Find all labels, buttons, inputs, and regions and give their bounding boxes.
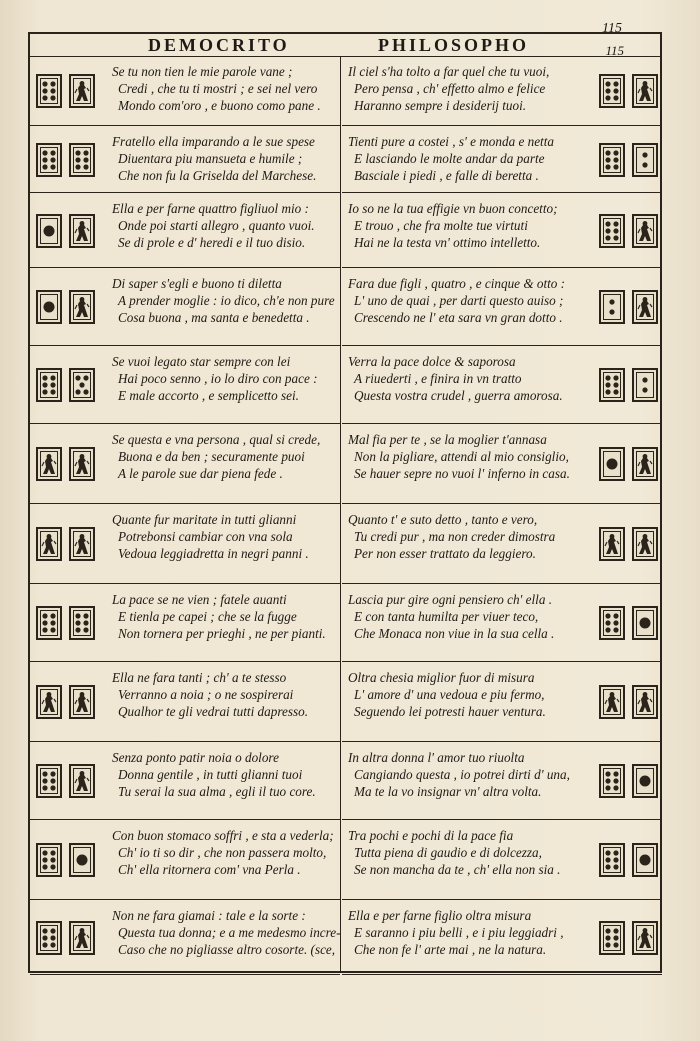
dice-pair — [36, 843, 95, 877]
pip-die-icon — [36, 290, 62, 324]
left-verse-row — [30, 193, 340, 268]
verse-tercet — [112, 827, 334, 878]
verse-line: Senza ponto patir noia o dolore — [112, 750, 279, 765]
pip-die-icon — [36, 921, 62, 955]
figure-die-icon — [69, 685, 95, 719]
verse-line: Di saper s'egli e buono ti diletta — [112, 276, 282, 291]
verse-line: Hai poco senno , io lo diro con pace : — [118, 371, 318, 386]
pip-die-icon — [69, 143, 95, 177]
verse-line: Ella e per farne figlio oltra misura — [348, 908, 532, 923]
right-verse-row — [342, 346, 662, 424]
figure-die-icon — [36, 447, 62, 481]
verse-line: A riuederti , e finira in vn tratto — [354, 371, 522, 386]
verse-line: Cangiando questa , io potrei dirti d' una, — [354, 767, 570, 782]
figure-die-icon — [36, 527, 62, 561]
left-verse-row — [30, 584, 340, 662]
pip-die-icon — [599, 74, 625, 108]
dice-pair — [599, 921, 658, 955]
figure-die-icon — [632, 447, 658, 481]
figure-die-icon — [69, 290, 95, 324]
verse-line: Crescendo ne l' eta sara vn gran dotto . — [354, 310, 563, 325]
dice-pair — [36, 606, 95, 640]
figure-die-icon — [69, 447, 95, 481]
verse-tercet — [112, 511, 309, 562]
dice-pair — [599, 214, 658, 248]
verse-line: Che Monaca non viue in la sua cella . — [354, 626, 555, 641]
verse-tercet — [112, 907, 341, 958]
left-verse-row — [30, 900, 340, 975]
verse-line: Che non fu la Griselda del Marchese. — [118, 168, 317, 183]
verse-tercet — [348, 591, 554, 642]
verse-tercet — [112, 275, 335, 326]
dice-pair — [36, 368, 95, 402]
verse-line: E con tanta humilta per viuer teco, — [354, 609, 539, 624]
pip-die-icon — [599, 921, 625, 955]
pip-die-icon — [632, 368, 658, 402]
row-rule — [30, 974, 340, 975]
verse-line: Ella ne fara tanti ; ch' a te stesso — [112, 670, 287, 685]
verse-line: Verra la pace dolce & saporosa — [348, 354, 516, 369]
verse-line: Fratello ella imparando a le sue spese — [112, 134, 315, 149]
right-verse-row — [342, 193, 662, 268]
verse-line: A le parole sue dar piena fede . — [118, 466, 283, 481]
verse-line: Per non esser trattato da leggiero. — [354, 546, 536, 561]
dice-pair — [599, 368, 658, 402]
dice-pair — [36, 214, 95, 248]
verse-line: L' uno de quai , per darti questo auiso ; — [354, 293, 564, 308]
figure-die-icon — [599, 527, 625, 561]
verse-line: Buona e da ben ; securamente puoi — [118, 449, 305, 464]
verse-line: Non ne fara giamai : tale e la sorte : — [112, 908, 306, 923]
verse-line: Tienti pure a costei , s' e monda e netta — [348, 134, 554, 149]
verse-line: Con buon stomaco soffri , e sta a vederla; — [112, 828, 334, 843]
verse-tercet — [348, 511, 555, 562]
verse-line: La pace se ne vien ; fatele auanti — [112, 592, 287, 607]
pip-die-icon — [69, 843, 95, 877]
verse-line: Tra pochi e pochi di la pace fia — [348, 828, 514, 843]
right-verse-row — [342, 900, 662, 975]
figure-die-icon — [632, 214, 658, 248]
figure-die-icon — [69, 921, 95, 955]
dice-pair — [599, 685, 658, 719]
verse-line: E male accorto , e semplicetto sei. — [118, 388, 299, 403]
verse-line: Il ciel s'ha tolto a far quel che tu vuoi, — [348, 64, 550, 79]
verse-line: E lasciando le molte andar da parte — [354, 151, 545, 166]
folio-number-secondary: 115 — [605, 43, 624, 58]
verse-line: E trouo , che fra molte tue virtuti — [354, 218, 528, 233]
verse-line: Ch' io ti so dir , che non passera molto, — [118, 845, 327, 860]
verse-line: Seguendo lei potresti hauer ventura. — [354, 704, 546, 719]
dice-pair — [599, 843, 658, 877]
figure-die-icon — [69, 74, 95, 108]
verse-tercet — [348, 63, 549, 114]
verse-tercet — [112, 353, 318, 404]
left-verse-row — [30, 504, 340, 584]
verse-line: Potrebonsi cambiar con vna sola — [118, 529, 293, 544]
figure-die-icon — [69, 764, 95, 798]
row-rule — [342, 974, 662, 975]
dice-pair — [36, 74, 95, 108]
verse-line: A prender moglie : io dico, ch'e non pure — [118, 293, 335, 308]
dice-pair — [36, 290, 95, 324]
figure-die-icon — [69, 527, 95, 561]
dice-pair — [36, 921, 95, 955]
verse-line: L' amore d' una vedoua e piu fermo, — [354, 687, 545, 702]
verse-line: Cosa buona , ma santa e benedetta . — [118, 310, 310, 325]
figure-die-icon — [632, 685, 658, 719]
pip-die-icon — [599, 606, 625, 640]
verse-line: Questa vostra crudel , guerra amorosa. — [354, 388, 563, 403]
verse-line: Se non mancha da te , ch' ella non sia . — [354, 862, 561, 877]
figure-die-icon — [36, 685, 62, 719]
verse-line: Se di prole e d' heredi e il tuo disio. — [118, 235, 306, 250]
verse-tercet — [348, 749, 570, 800]
left-verse-row — [30, 268, 340, 346]
pip-die-icon — [36, 143, 62, 177]
dice-pair — [36, 527, 95, 561]
verse-line: Ella e per farne quattro figliuol mio : — [112, 201, 309, 216]
column-divider — [340, 56, 341, 971]
verse-line: Tutta piena di gaudio e di dolcezza, — [354, 845, 542, 860]
verse-line: E saranno i piu belli , e i piu leggiadri , — [354, 925, 564, 940]
figure-die-icon — [632, 527, 658, 561]
verse-line: Se hauer sepre no vuoi l' inferno in casa. — [354, 466, 570, 481]
pip-die-icon — [36, 606, 62, 640]
right-verse-row — [342, 742, 662, 820]
verse-line: Verranno a noia ; o ne sospirerai — [118, 687, 294, 702]
verse-line: Fara due figli , quatro , e cinque & otto : — [348, 276, 566, 291]
pip-die-icon — [599, 143, 625, 177]
right-verse-row — [342, 424, 662, 504]
verse-line: Io so ne la tua effigie vn buon concetto; — [348, 201, 558, 216]
pip-die-icon — [69, 368, 95, 402]
verse-line: Tu credi pur , ma non creder dimostra — [354, 529, 556, 544]
left-verse-row — [30, 662, 340, 742]
verse-tercet — [348, 353, 563, 404]
right-verse-row — [342, 820, 662, 900]
verse-line: In altra donna l' amor tuo riuolta — [348, 750, 525, 765]
left-verse-row — [30, 56, 340, 126]
pip-die-icon — [599, 843, 625, 877]
verse-line: Vedoua leggiadretta in negri panni . — [118, 546, 309, 561]
pip-die-icon — [599, 368, 625, 402]
right-verse-row — [342, 662, 662, 742]
verse-line: Mondo com'oro , e buono como pane . — [118, 98, 321, 113]
verse-tercet — [348, 133, 554, 184]
page-frame — [28, 32, 662, 973]
verse-tercet — [112, 749, 316, 800]
verse-tercet — [112, 669, 308, 720]
pip-die-icon — [599, 764, 625, 798]
figure-die-icon — [632, 74, 658, 108]
dice-pair — [599, 290, 658, 324]
figure-die-icon — [632, 290, 658, 324]
verse-line: Se questa e vna persona , qual si crede, — [112, 432, 321, 447]
pip-die-icon — [36, 368, 62, 402]
verse-tercet — [112, 133, 316, 184]
verse-line: Haranno sempre i desiderij tuoi. — [354, 98, 527, 113]
verse-tercet — [348, 827, 560, 878]
verse-line: Ma te la vo insignar vn' altra volta. — [354, 784, 542, 799]
verse-tercet — [112, 63, 321, 114]
verse-tercet — [112, 591, 326, 642]
verse-line: Questa tua donna; e a me medesmo incre- — [118, 925, 341, 940]
verse-line: Oltra chesia miglior fuor di misura — [348, 670, 535, 685]
pip-die-icon — [632, 143, 658, 177]
dice-pair — [599, 447, 658, 481]
pip-die-icon — [632, 843, 658, 877]
pip-die-icon — [36, 764, 62, 798]
right-verse-row — [342, 56, 662, 126]
dice-pair — [36, 447, 95, 481]
header-right-title: PHILOSOPHO — [378, 35, 530, 55]
dice-pair — [599, 74, 658, 108]
verse-tercet — [348, 907, 564, 958]
dice-pair — [599, 143, 658, 177]
pip-die-icon — [599, 447, 625, 481]
dice-pair — [599, 764, 658, 798]
verse-line: Tu serai la sua alma , egli il tuo core. — [118, 784, 316, 799]
right-verse-row — [342, 126, 662, 193]
left-verse-row — [30, 346, 340, 424]
pip-die-icon — [36, 843, 62, 877]
right-verse-row — [342, 504, 662, 584]
left-verse-row — [30, 820, 340, 900]
verse-line: Non tornera per prieghi , ne per pianti. — [118, 626, 326, 641]
verse-line: Ch' ella ritornera com' vna Perla . — [118, 862, 301, 877]
verse-line: Non la pigliare, attendi al mio consiglio, — [354, 449, 569, 464]
verse-line: Lascia pur gire ogni pensiero ch' ella . — [348, 592, 553, 607]
verse-line: Basciale i piedi , e falle di beretta . — [354, 168, 539, 183]
verse-line: Hai ne la testa vn' ottimo intelletto. — [354, 235, 541, 250]
verse-tercet — [348, 200, 557, 251]
left-verse-row — [30, 424, 340, 504]
figure-die-icon — [632, 921, 658, 955]
figure-die-icon — [599, 685, 625, 719]
pip-die-icon — [36, 214, 62, 248]
dice-pair — [36, 685, 95, 719]
verse-tercet — [112, 431, 320, 482]
verse-line: Se vuoi legato star sempre con lei — [112, 354, 291, 369]
figure-die-icon — [69, 214, 95, 248]
verse-line: Pero pensa , ch' effetto almo e felice — [354, 81, 546, 96]
verse-line: Caso che no pigliasse altro cosorte. (sce, — [118, 942, 336, 957]
dice-pair — [36, 764, 95, 798]
verse-line: E tienla pe capei ; che se la fugge — [118, 609, 297, 624]
pip-die-icon — [599, 290, 625, 324]
verse-line: Se tu non tien le mie parole vane ; — [112, 64, 293, 79]
verse-line: Mal fia per te , se la moglier t'annasa — [348, 432, 547, 447]
pip-die-icon — [632, 606, 658, 640]
pip-die-icon — [69, 606, 95, 640]
pip-die-icon — [599, 214, 625, 248]
verse-line: Onde poi starti allegro , quanto vuoi. — [118, 218, 315, 233]
dice-pair — [36, 143, 95, 177]
right-verse-row — [342, 584, 662, 662]
folio-number: 115 — [602, 21, 622, 36]
verse-line: Che non fe l' arte mai , ne la natura. — [354, 942, 547, 957]
verse-line: Quanto t' e suto detto , tanto e vero, — [348, 512, 538, 527]
verse-line: Quante fur maritate in tutti glianni — [112, 512, 297, 527]
verse-line: Qualhor te gli vedrai tutti dapresso. — [118, 704, 308, 719]
pip-die-icon — [36, 74, 62, 108]
verse-tercet — [348, 669, 546, 720]
header-left-title: DEMOCRITO — [148, 35, 290, 55]
pip-die-icon — [632, 764, 658, 798]
dice-pair — [599, 606, 658, 640]
verse-tercet — [348, 431, 570, 482]
right-verse-row — [342, 268, 662, 346]
dice-pair — [599, 527, 658, 561]
verse-line: Diuentara piu mansueta e humile ; — [118, 151, 303, 166]
verse-tercet — [348, 275, 565, 326]
left-verse-row — [30, 126, 340, 193]
verse-line: Donna gentile , in tutti glianni tuoi — [118, 767, 303, 782]
verse-tercet — [112, 200, 315, 251]
verse-line: Credi , che tu ti mostri ; e sei nel vero — [118, 81, 318, 96]
left-verse-row — [30, 742, 340, 820]
